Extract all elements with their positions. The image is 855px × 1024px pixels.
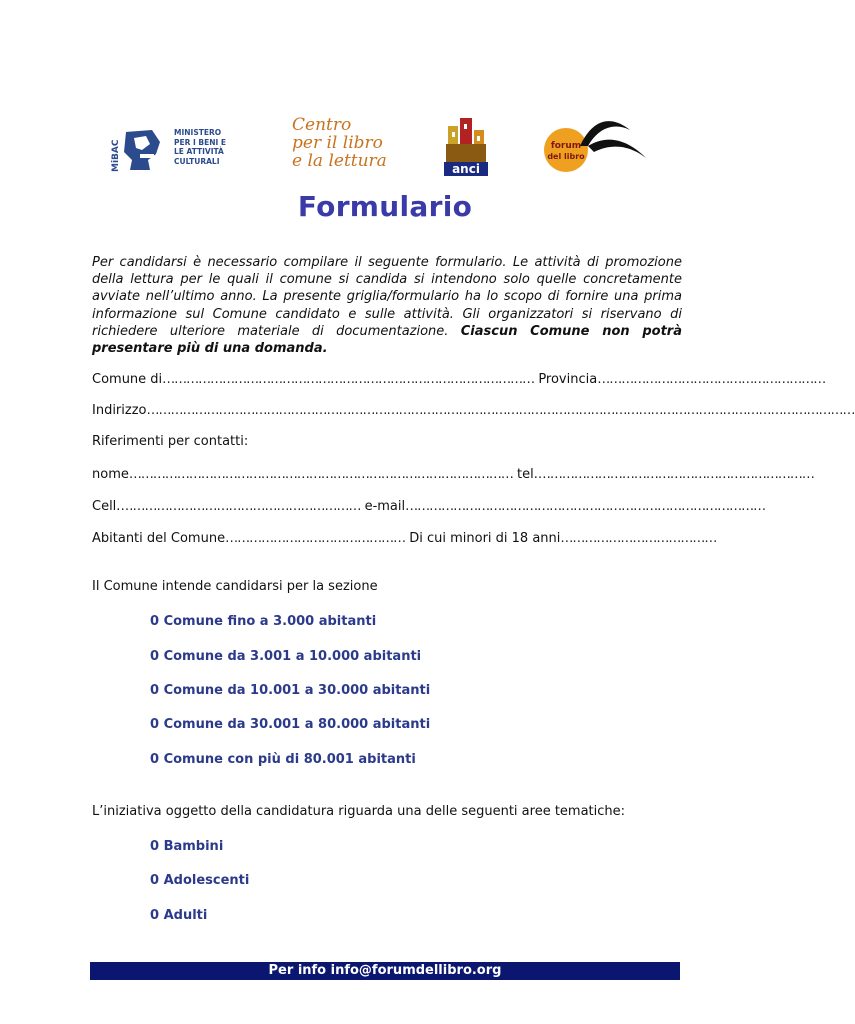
aree-option[interactable]: 0 Adolescenti — [150, 873, 250, 888]
abitanti-row — [92, 531, 717, 546]
intro-bold-text: Ciascun Comune non potrà presentare più di una domanda. — [92, 323, 682, 357]
cell-field[interactable]: …………………………………………………… — [120, 499, 361, 514]
mibac-logo — [112, 124, 252, 176]
intro-paragraph — [92, 254, 682, 357]
minori-label: Di cui minori di 18 anni — [409, 531, 561, 546]
tel-field[interactable]: …………………………………………………………… — [537, 467, 814, 482]
sezione-option[interactable]: 0 Comune da 3.001 a 10.000 abitanti — [150, 649, 422, 664]
nome-label: nome — [92, 467, 129, 482]
provincia-field[interactable]: ………………………………………………… — [597, 372, 826, 387]
comune-provincia-row — [92, 372, 826, 387]
mibac-text — [174, 128, 254, 166]
centro-line: Centro — [292, 115, 352, 135]
comune-label: Comune di — [92, 372, 163, 387]
centro-line: per il libro — [292, 133, 383, 153]
email-field[interactable]: ……………………………………………………………………………… — [405, 499, 766, 514]
tel-label: tel. — [517, 467, 538, 482]
email-label: e-mail — [364, 499, 406, 514]
centro-libro-logo — [292, 116, 402, 170]
mibac-line: PER I BENI E — [174, 137, 227, 147]
aree-heading: L’iniziativa oggetto della candidatura riguarda una delle seguenti aree tematiche: — [92, 804, 626, 819]
mibac-line: MINISTERO — [174, 128, 222, 137]
indirizzo-row — [92, 403, 855, 418]
cell-label: Cell. — [92, 499, 121, 514]
aree-option[interactable]: 0 Bambini — [150, 839, 224, 854]
comune-field[interactable]: ………………………………………………………………………………… — [162, 372, 535, 387]
mibac-line: CULTURALI — [174, 156, 220, 166]
nome-field[interactable]: …………………………………………………………………………………… — [128, 467, 513, 482]
anci-label: anci — [452, 162, 480, 176]
indirizzo-field[interactable]: …………………………………………………………………………………………………………………………………………………………… — [146, 403, 855, 418]
sezione-option[interactable]: 0 Comune da 30.001 a 80.000 abitanti — [150, 717, 431, 732]
abitanti-field[interactable]: ……………………………………… — [225, 531, 406, 546]
cell-email-row — [92, 499, 766, 514]
footer-bar: Per info info@forumdellibro.org — [90, 962, 680, 980]
abitanti-label: Abitanti del Comune — [92, 531, 226, 546]
mibac-line: LE ATTIVITÀ — [174, 147, 224, 156]
nome-tel-row — [92, 467, 814, 482]
anci-logo — [440, 114, 492, 178]
indirizzo-label: Indirizzo — [92, 403, 147, 418]
forum-label-2: del libro — [547, 152, 585, 161]
sezione-option[interactable]: 0 Comune con più di 80.001 abitanti — [150, 752, 416, 767]
minori-field[interactable]: ………………………………… — [560, 531, 717, 546]
centro-line: e la lettura — [292, 151, 387, 171]
forum-label-1: forum — [550, 141, 582, 151]
intro-text: Per candidarsi è necessario compilare il seguente formulario. Le attività di promozione della lettura per le quali il comune si candida si intendono solo quelle concretamente avviate nell’ultimo anno. La presente griglia/formulario ha lo scopo di fornire una prima informazione sul Comune candidato e sulle attività. Gli organizzatori si riservano di richiedere ulteriore materiale di documentazione. — [92, 255, 682, 339]
sezione-heading: Il Comune intende candidarsi per la sezione — [92, 579, 378, 594]
aree-option[interactable]: 0 Adulti — [150, 908, 208, 923]
riferimenti-heading: Riferimenti per contatti: — [92, 434, 249, 449]
mibac-mark-icon — [112, 124, 168, 174]
page-title: Formulario — [297, 190, 473, 223]
provincia-label: Provincia — [538, 372, 598, 387]
forum-libro-logo — [540, 112, 652, 174]
mibac-mark-label: MiBAC — [111, 139, 121, 172]
sezione-option[interactable]: 0 Comune fino a 3.000 abitanti — [150, 614, 377, 629]
sezione-option[interactable]: 0 Comune da 10.001 a 30.000 abitanti — [150, 683, 431, 698]
